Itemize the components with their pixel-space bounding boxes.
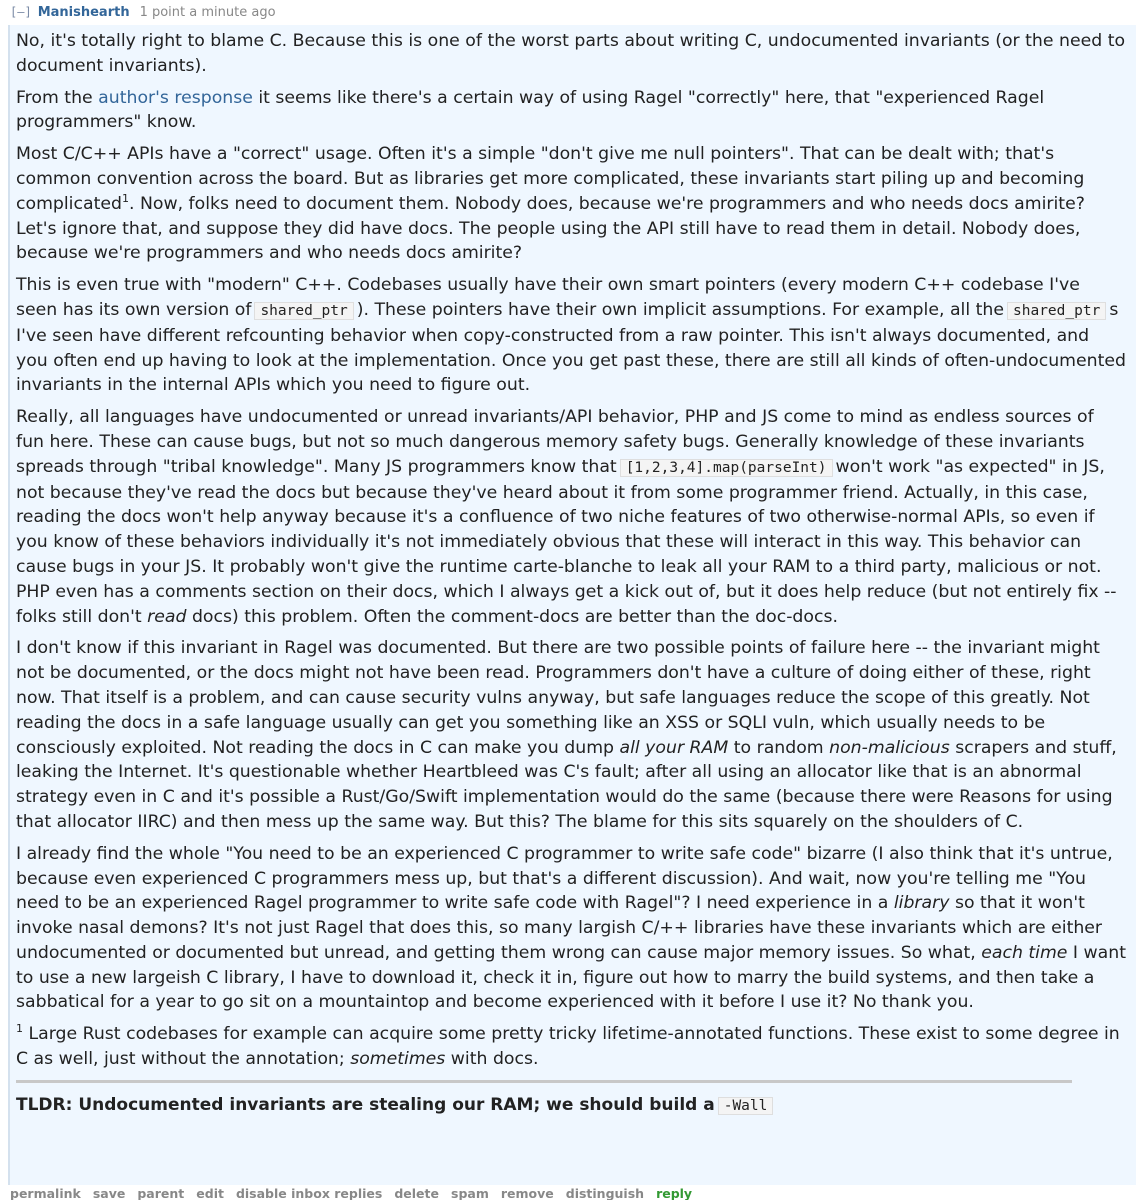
comment-body	[8, 25, 1136, 1185]
horizontal-rule	[16, 1080, 1072, 1083]
comment-action-buttons	[10, 1186, 692, 1200]
paragraph-6: I don't know if this invariant in Ragel was documented. But there are two possible points of failure here -- the invariant might not be documented, or the docs might not have been read. Programmers don't have a culture of doing either of these, right now. That itself is a problem, and can cause security vulns anyway, but safe languages reduce the scope of this greatly. Not reading the docs in a safe language usually can get you something like an XSS or SQLI vuln, which usually needs to be consciously exploited. Not reading the docs in C can make you dump all your RAM to random non-malicious scrapers and stuff, leaking the Internet. It's questionable whether Heartbleed was C's fault; after all using an allocator like that is an abnormal strategy even in C and it's possible a Rust/Go/Swift implementation would do the same (because there were Reasons for using that allocator IIRC) and then mess up the same way. But this? The blame for this sits squarely on the shoulders of C.	[16, 638, 1117, 832]
authors-response-link[interactable]: author's response	[98, 87, 253, 108]
collapse-toggle[interactable]: [–]	[10, 5, 32, 19]
comment-markdown	[16, 29, 1126, 1119]
edit-button[interactable]: edit	[196, 1186, 224, 1200]
paragraph-1: No, it's totally right to blame C. Because this is one of the worst parts about writing C, undocumented invariants (or the need to document invariants).	[16, 31, 1126, 76]
spam-button[interactable]: spam	[451, 1186, 489, 1200]
footnote-marker: 1	[121, 192, 129, 206]
footnote: $^1$ Large Rust codebases for example can acquire some pretty tricky lifetime-annotated functions. These exist to some degree in C as well, just without the annotation; sometimes with docs.	[16, 1022, 1120, 1070]
footnote-number: 1	[16, 1022, 23, 1036]
score-and-time: 1 point a minute ago	[139, 4, 276, 20]
paragraph-7: I already find the whole "You need to be an experienced C programmer to write safe code" bizarre (I also think that it's untrue, because even experienced C programmers mess up, but that's a different discussion). And wait, now you're telling me "You need to be an experienced Ragel programmer to write safe code with Ragel"? I need experience in a library so that it won't invoke nasal demons? It's not just Ragel that does this, so many largish C/++ libraries have these invariants which are either undocumented or documented but unread, and getting them wrong can cause major memory issues. So what, each time I want to use a new largeish C library, I have to download it, check it in, figure out how to marry the build systems, and then take a sabbatical for a year to go sit on a mountaintop and become experienced with it before I use it? No thank you.	[16, 843, 1126, 1013]
inline-code-wall: -Wall	[718, 1097, 774, 1115]
distinguish-button[interactable]: distinguish	[565, 1186, 645, 1200]
remove-button[interactable]: remove	[500, 1186, 554, 1200]
disable-inbox-replies-button[interactable]: disable inbox replies	[235, 1186, 383, 1200]
tldr-line: TLDR: Undocumented invariants are stealing our RAM; we should build a -Wall	[16, 1093, 1126, 1119]
permalink-button[interactable]: permalink	[10, 1186, 81, 1200]
paragraph-3: Most C/C++ APIs have a "correct" usage. Often it's a simple "don't give me null pointers". That can be dealt with; that's common convention across the board. But as libraries get more complicated, these invariants start piling up and becoming complicated$^1$. Now, folks need to document them. Nobody does, because we're programmers and who needs docs amirite? Let's ignore that, and suppose they did have docs. The people using the API still have to read them in detail. Nobody does, because we're programmers and who needs docs amirite?	[16, 144, 1085, 264]
paragraph-4: This is even true with "modern" C++. Codebases usually have their own smart pointers (every modern C++ codebase I've seen has its own version of shared_ptr ). These pointers have their own implicit assumptions. For example, all the shared_ptr s I've seen have different refcounting behavior when copy-constructed from a raw pointer. This isn't always documented, and you often end up having to look at the implementation. Once you get past these, there are still all kinds of often-undocumented invariants in the internal APIs which you need to figure out.	[16, 275, 1126, 396]
delete-button[interactable]: delete	[394, 1186, 439, 1200]
author-link[interactable]: Manishearth	[37, 4, 130, 20]
inline-code-shared-ptr: shared_ptr	[1007, 302, 1106, 320]
comment-tagline	[0, 0, 1136, 24]
parent-button[interactable]: parent	[137, 1186, 185, 1200]
paragraph-2: From the author's response it seems like there's a certain way of using Ragel "correctly" here, that "experienced Ragel programmers" know.	[16, 87, 1045, 133]
reply-button[interactable]: reply	[656, 1186, 693, 1200]
inline-code-shared-ptr: shared_ptr	[254, 302, 353, 320]
save-button[interactable]: save	[92, 1186, 126, 1200]
inline-code-map-parseint: [1,2,3,4].map(parseInt)	[620, 459, 833, 477]
paragraph-5: Really, all languages have undocumented or unread invariants/API behavior, PHP and JS come to mind as endless sources of fun here. These can cause bugs, but not so much dangerous memory safety bugs. Generally knowledge of these invariants spreads through "tribal knowledge". Many JS programmers know that [1,2,3,4].map(parseInt) won't work "as expected" in JS, not because they've read the docs but because they've heard about it from some programmer friend. Actually, in this case, reading the docs won't help anyway because it's a confluence of two niche features of two otherwise-normal APIs, so even if you know of these behaviors individually it's not immediately obvious that these will interact in this way. This behavior can cause bugs in your JS. It probably won't give the runtime carte-blanche to leak all your RAM to a third party, malicious or not. PHP even has a comments section on their docs, which I always get a kick out of, but it does help reduce (but not entirely fix -- folks still don't read docs) this problem. Often the comment-docs are better than the doc-docs.	[16, 407, 1117, 627]
